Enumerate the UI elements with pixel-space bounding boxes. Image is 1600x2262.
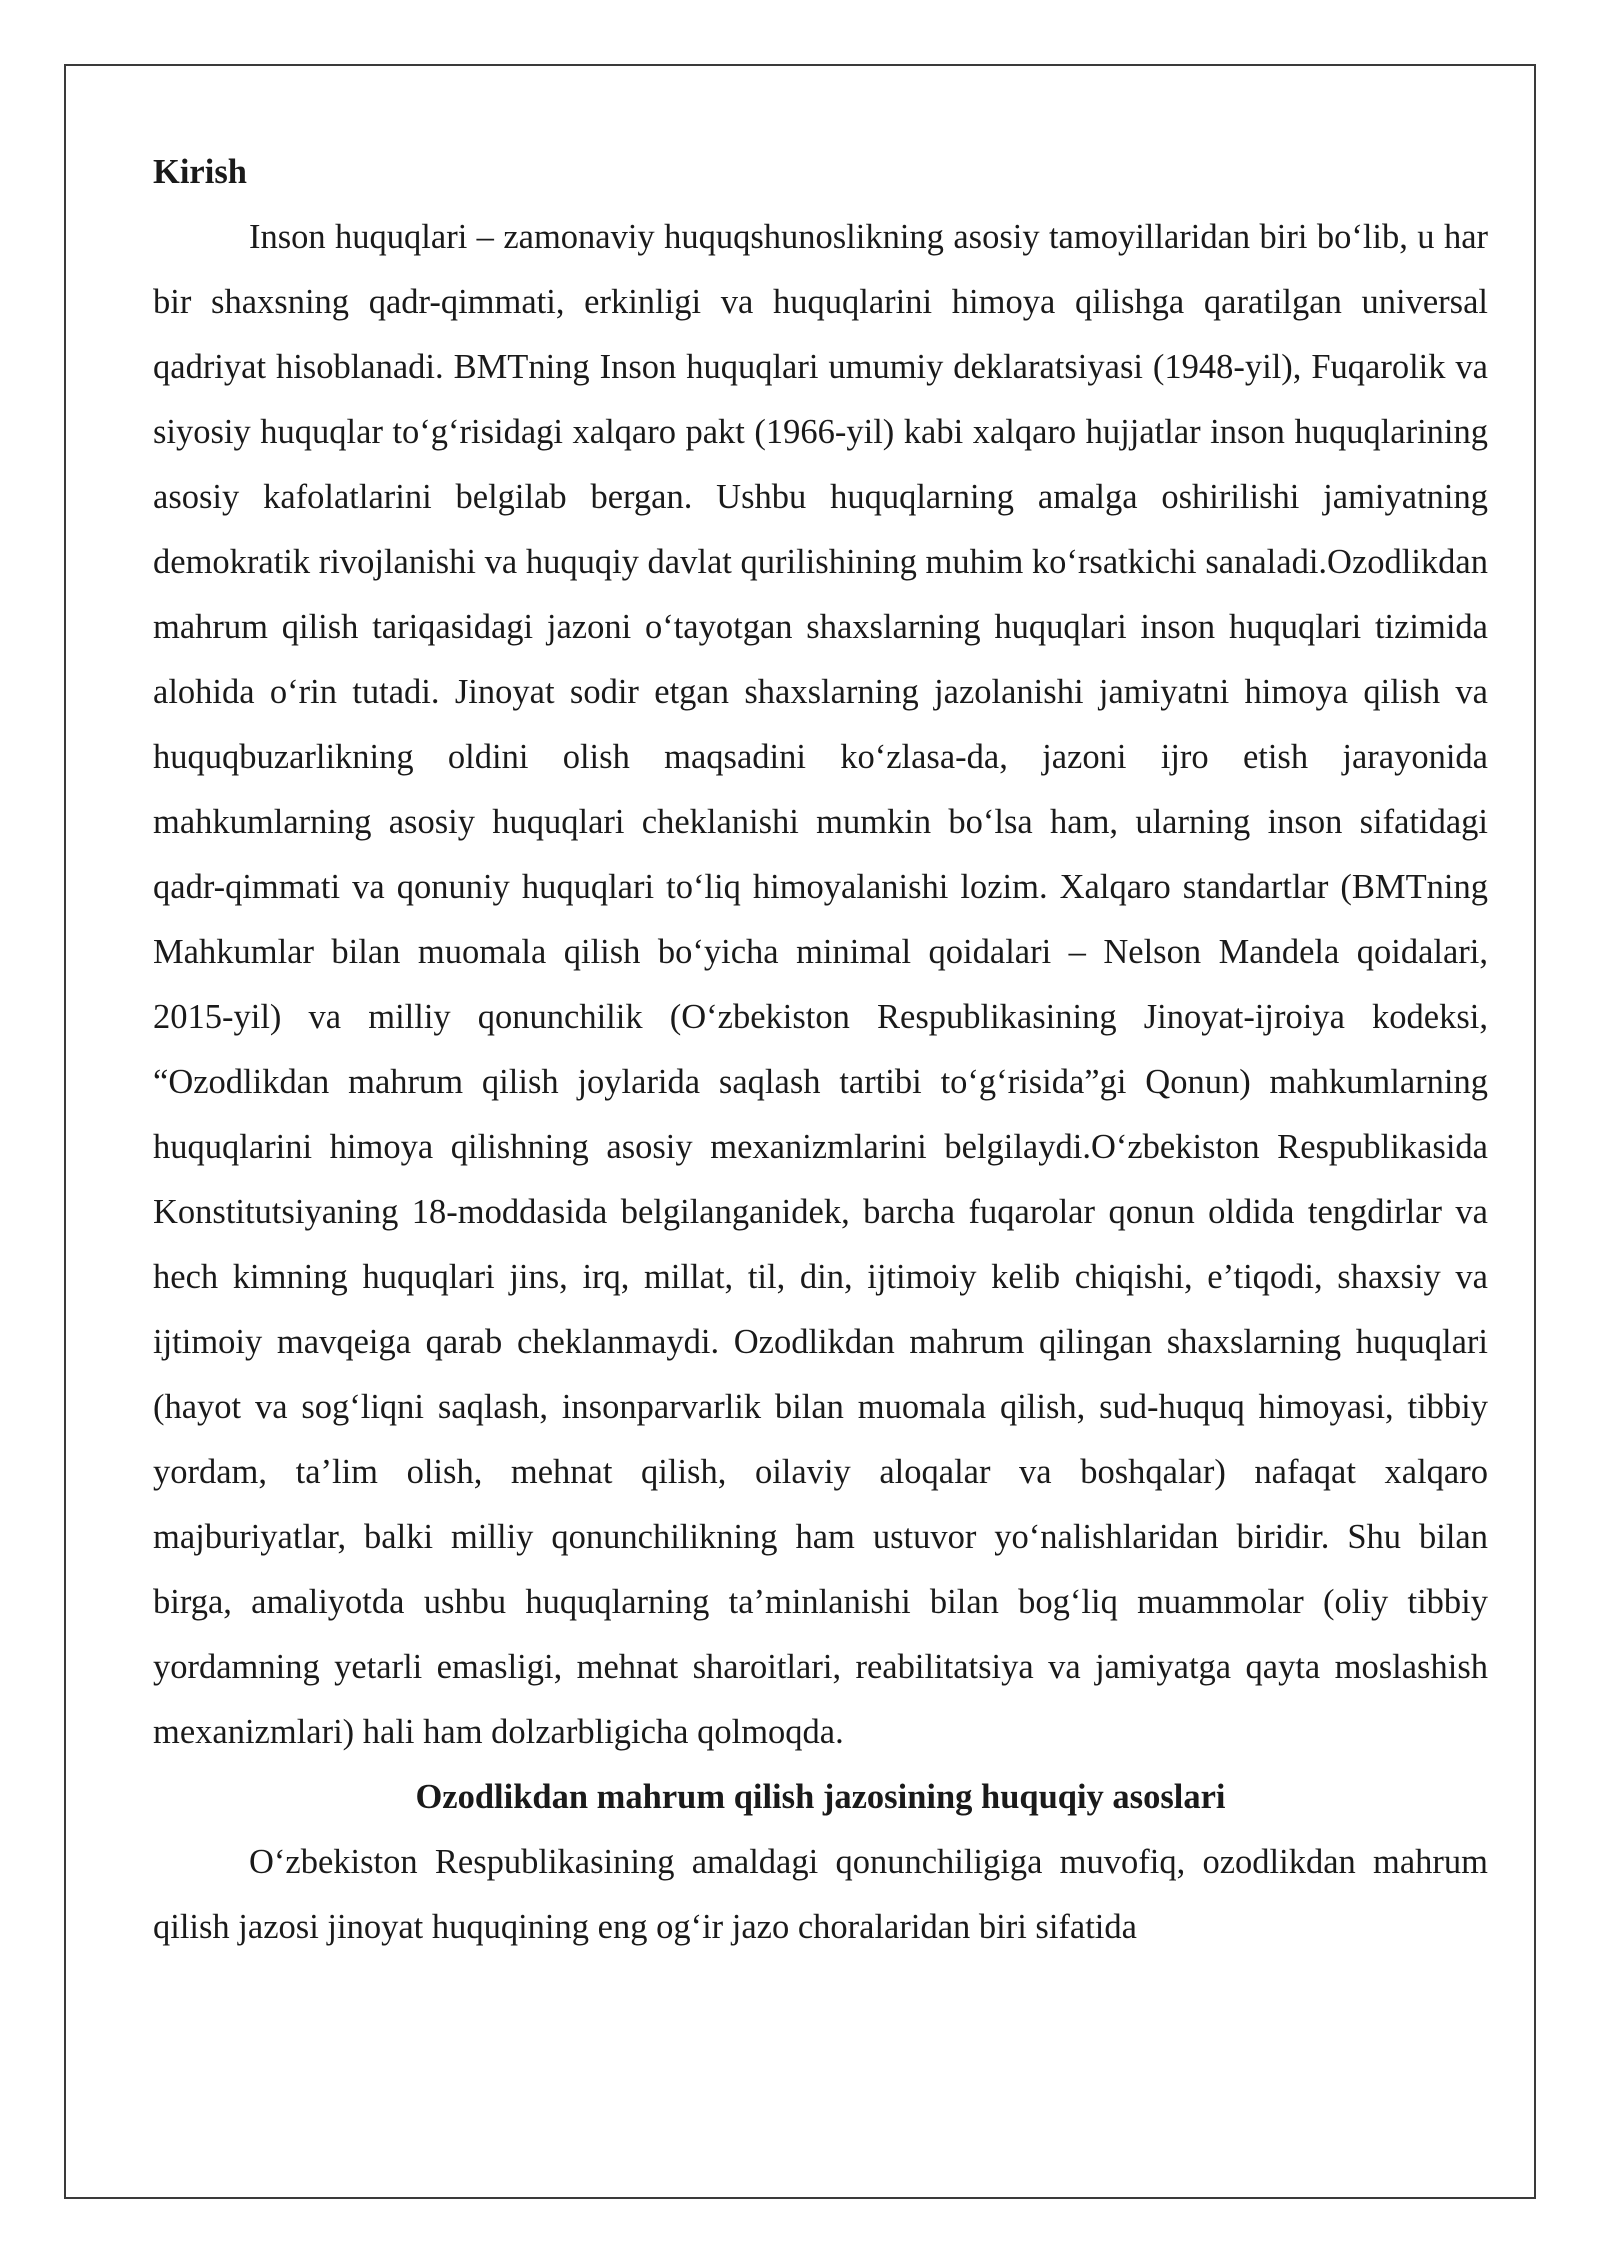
document-body bbox=[153, 140, 1488, 1960]
intro-heading: Kirish bbox=[153, 153, 247, 191]
section-heading: Ozodlikdan mahrum qilish jazosining huquqiy asoslari bbox=[415, 1778, 1226, 1816]
intro-paragraph: Inson huquqlari – zamonaviy huquqshunoslikning asosiy tamoyillaridan biri bo‘lib, u har bir shaxsning qadr-qimmati, erkinligi va huquqlarini himoya qilishga qaratilgan universal qadriyat hisoblanadi. BMTning Inson huquqlari umumiy deklaratsiyasi (1948-yil), Fuqarolik va siyosiy huquqlar to‘g‘risidagi xalqaro pakt (1966-yil) kabi xalqaro hujjatlar inson huquqlarining asosiy kafolatlarini belgilab bergan. Ushbu huquqlarning amalga oshirilishi jamiyatning demokratik rivojlanishi va huquqiy davlat qurilishining muhim ko‘rsatkichi sanaladi.Ozodlikdan mahrum qilish tariqasidagi jazoni o‘tayotgan shaxslarning huquqlari inson huquqlari tizimida alohida o‘rin tutadi. Jinoyat sodir etgan shaxslarning jazolanishi jamiyatni himoya qilish va huquqbuzarlikning oldini olish maqsadini ko‘zlasa-da, jazoni ijro etish jarayonida mahkumlarning asosiy huquqlari cheklanishi mumkin bo‘lsa ham, ularning inson sifatidagi qadr-qimmati va qonuniy huquqlari to‘liq himoyalanishi lozim. Xalqaro standartlar (BMTning Mahkumlar bilan muomala qilish bo‘yicha minimal qoidalari – Nelson Mandela qoidalari, 2015-yil) va milliy qonunchilik (O‘zbekiston Respublikasining Jinoyat-ijroiya kodeksi, “Ozodlikdan mahrum qilish joylarida saqlash tartibi to‘g‘risida”gi Qonun) mahkumlarning huquqlarini himoya qilishning asosiy mexanizmlarini belgilaydi.O‘zbekiston Respublikasida Konstitutsiyaning 18-moddasida belgilanganidek, barcha fuqarolar qonun oldida tengdirlar va hech kimning huquqlari jins, irq, millat, til, din, ijtimoiy kelib chiqishi, e’tiqodi, shaxsiy va ijtimoiy mavqeiga qarab cheklanmaydi. Ozodlikdan mahrum qilingan shaxslarning huquqlari (hayot va sog‘liqni saqlash, insonparvarlik bilan muomala qilish, sud-huquq himoyasi, tibbiy yordam, ta’lim olish, mehnat qilish, oilaviy aloqalar va boshqalar) nafaqat xalqaro majburiyatlar, balki milliy qonunchilikning ham ustuvor yo‘nalishlaridan biridir. Shu bilan birga, amaliyotda ushbu huquqlarning ta’minlanishi bilan bog‘liq muammolar (oliy tibbiy yordamning yetarli emasligi, mehnat sharoitlari, reabilitatsiya va jamiyatga qayta moslashish mexanizmlari) hali ham dolzarbligicha qolmoqda. bbox=[153, 218, 1488, 1751]
section-paragraph: O‘zbekiston Respublikasining amaldagi qonunchiligiga muvofiq, ozodlikdan mahrum qilish jazosi jinoyat huquqining eng og‘ir jazo choralaridan biri sifatida bbox=[153, 1843, 1488, 1946]
